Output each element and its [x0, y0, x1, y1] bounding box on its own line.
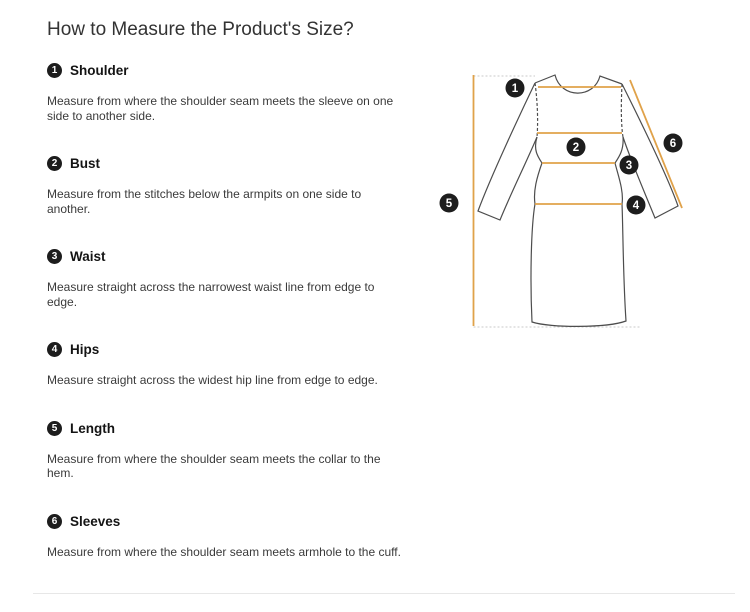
item-label: Hips	[70, 342, 100, 357]
item-label: Sleeves	[70, 513, 121, 529]
measure-instructions	[47, 19, 447, 592]
number-badge: 6	[47, 514, 62, 529]
number-badge: 5	[47, 421, 62, 436]
item-description: Measure straight across the widest hip line from edge to edge.	[47, 373, 378, 387]
number-badge: 4	[47, 342, 62, 357]
item-heading	[47, 421, 447, 436]
marker-3	[620, 156, 639, 175]
measure-item-bust	[47, 156, 447, 216]
marker-4-number: 4	[632, 200, 640, 212]
item-heading	[47, 342, 447, 357]
number-badge: 1	[47, 63, 62, 78]
item-description: Measure from where the shoulder seam meets the collar to the hem.	[47, 451, 381, 480]
item-description: Measure straight across the narrowest waist line from edge to edge.	[47, 280, 375, 309]
marker-2-number: 2	[572, 142, 580, 154]
marker-1-number: 1	[511, 83, 519, 95]
marker-5	[440, 194, 459, 213]
marker-6	[664, 134, 683, 153]
marker-3-number: 3	[625, 160, 633, 172]
item-heading	[47, 156, 447, 171]
item-label: Length	[70, 420, 115, 436]
marker-4	[627, 196, 646, 215]
item-label: Waist	[70, 249, 106, 264]
item-description: Measure from the stitches below the armpits on one side to another.	[47, 187, 362, 216]
measure-item-length	[47, 421, 447, 481]
item-heading	[47, 514, 447, 529]
item-description: Measure from where the shoulder seam meets the sleeve on one side to another side.	[47, 94, 394, 123]
marker-6-number: 6	[669, 138, 677, 150]
measure-item-sleeves	[47, 514, 447, 560]
number-badge: 2	[47, 156, 62, 171]
page-title: How to Measure the Product's Size?	[47, 19, 354, 40]
item-heading	[47, 63, 447, 78]
measurement-lines	[474, 75, 683, 326]
number-badge: 3	[47, 249, 62, 264]
item-label: Shoulder	[70, 63, 129, 78]
dress-outline	[478, 75, 678, 326]
dress-measurement-diagram	[425, 55, 750, 345]
diagram-markers	[440, 79, 683, 215]
item-heading	[47, 249, 447, 264]
bottom-divider	[33, 593, 735, 594]
measure-item-shoulder	[47, 63, 447, 123]
marker-1	[506, 79, 525, 98]
item-label: Bust	[70, 156, 100, 171]
measure-item-waist	[47, 249, 447, 309]
marker-5-number: 5	[445, 198, 453, 210]
item-description: Measure from where the shoulder seam meets armhole to the cuff.	[47, 544, 401, 559]
measure-item-hips	[47, 342, 447, 388]
marker-2	[567, 138, 586, 157]
